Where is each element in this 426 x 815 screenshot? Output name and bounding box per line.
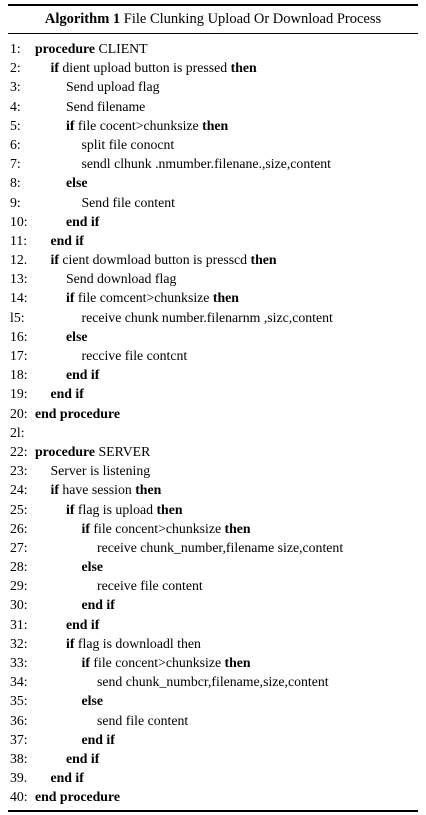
line-code [66, 615, 99, 634]
statement-text: receive chunk number.filenarnm ,sizc,content [81, 309, 333, 325]
statement-text: split file conocnt [81, 136, 175, 152]
line-number: 8: [10, 175, 21, 191]
keyword: else [81, 693, 103, 709]
algorithm-line [8, 288, 418, 307]
algorithm-line [8, 711, 418, 730]
line-number: 40: [10, 789, 28, 805]
statement-text: dient upload button is pressed [58, 60, 231, 76]
algorithm-line [8, 423, 418, 442]
algorithm-line [8, 672, 418, 691]
line-number: 27: [10, 539, 28, 555]
line-number: 11: [10, 232, 28, 248]
keyword: then [224, 520, 251, 536]
algorithm-line [8, 193, 418, 212]
line-number: 26: [10, 520, 28, 536]
line-number: 32: [10, 635, 28, 651]
line-code [51, 58, 257, 77]
line-number: 34: [10, 674, 28, 690]
statement-text: SERVER [95, 443, 151, 459]
line-code [82, 595, 115, 614]
algorithm-line [8, 615, 418, 634]
line-code [82, 154, 331, 173]
line-number: 6: [10, 136, 21, 152]
line-code [97, 538, 343, 557]
algorithm-line [8, 768, 418, 787]
algorithm-line [8, 576, 418, 595]
line-code [66, 212, 99, 231]
algorithm-line [8, 634, 418, 653]
statement-text: file concent>chunksize [89, 520, 225, 536]
statement-text: CLIENT [95, 41, 148, 56]
algorithm-title: File Clunking Upload Or Download Process [123, 11, 382, 27]
keyword: if [50, 60, 59, 76]
line-number: 3: [10, 79, 21, 95]
line-number: 31: [10, 616, 28, 632]
algorithm-line [8, 39, 418, 58]
statement-text: cient dowmload button is presscd [58, 252, 251, 268]
line-number: 14: [10, 290, 28, 306]
keyword: then [135, 482, 162, 498]
line-number: 28: [10, 559, 28, 575]
algorithm-line [8, 231, 418, 250]
line-number: 2l: [10, 424, 25, 440]
keyword: procedure [35, 443, 96, 459]
top-rule [8, 4, 418, 6]
line-number: 18: [10, 367, 28, 383]
keyword: then [230, 60, 257, 76]
keyword: end if [81, 731, 115, 747]
algorithm-line [8, 461, 418, 480]
algorithm-line [8, 404, 418, 423]
line-code [66, 634, 201, 653]
algorithm-line [8, 500, 418, 519]
statement-text: send file content [97, 712, 189, 728]
line-number: 10: [10, 213, 28, 229]
line-code [97, 711, 188, 730]
algorithm-line [8, 154, 418, 173]
statement-text: sendl clhunk .nmumber.filenane.,size,content [81, 156, 331, 172]
algorithm-label: Algorithm 1 [44, 11, 121, 27]
keyword: else [66, 175, 88, 191]
algorithm-line [8, 97, 418, 116]
line-number: 30: [10, 597, 28, 613]
algorithm-line [8, 730, 418, 749]
algorithm-line [8, 212, 418, 231]
keyword: end if [66, 213, 100, 229]
line-number: 24: [10, 482, 28, 498]
line-number: 2: [10, 60, 21, 76]
keyword: if [66, 501, 75, 517]
line-number: 16: [10, 328, 28, 344]
line-number: 37: [10, 731, 28, 747]
line-code [66, 173, 87, 192]
keyword: end procedure [35, 789, 120, 805]
keyword: else [66, 328, 88, 344]
line-code [82, 193, 176, 212]
keyword: end if [66, 367, 100, 383]
line-number: 22: [10, 443, 28, 459]
statement-text: file concent>chunksize [89, 655, 225, 670]
line-code [66, 365, 99, 384]
line-code [82, 519, 251, 538]
keyword: if [66, 635, 75, 651]
line-code [82, 557, 103, 576]
line-code [82, 346, 188, 365]
algorithm-line [8, 250, 418, 269]
algorithm-line [8, 691, 418, 710]
algorithm-line [8, 327, 418, 346]
statement-text: Send upload flag [66, 79, 160, 95]
line-code [35, 787, 120, 806]
algorithm-lines [8, 39, 418, 807]
keyword: then [202, 117, 229, 133]
line-number: 23: [10, 463, 28, 479]
keyword: procedure [35, 41, 96, 56]
algorithm-line [8, 173, 418, 192]
line-code [82, 730, 115, 749]
line-code [51, 768, 84, 787]
line-code [66, 327, 87, 346]
line-code [51, 250, 277, 269]
line-number: 36: [10, 712, 28, 728]
keyword: end if [50, 386, 84, 402]
line-code [51, 231, 84, 250]
statement-text: receive file content [97, 578, 203, 594]
line-code [66, 288, 239, 307]
algorithm-line [8, 519, 418, 538]
statement-text: Server is listening [50, 463, 151, 479]
line-number: 12. [10, 252, 28, 268]
keyword: then [250, 252, 277, 268]
line-code [82, 653, 251, 672]
keyword: then [212, 290, 239, 306]
line-number: 38: [10, 750, 28, 766]
line-code [66, 97, 145, 116]
keyword: end if [81, 597, 115, 613]
keyword: if [81, 520, 90, 536]
statement-text: Send file content [81, 194, 175, 210]
line-number: 39. [10, 770, 28, 786]
keyword: end procedure [35, 405, 120, 421]
algorithm-line [8, 749, 418, 768]
bottom-rule [8, 810, 418, 812]
statement-text: have session [58, 482, 136, 498]
line-code [35, 39, 148, 58]
line-code [66, 116, 228, 135]
line-number: l5: [10, 309, 25, 325]
keyword: then [224, 655, 251, 670]
line-number: 33: [10, 655, 28, 670]
statement-text: file cocent>chunksize [74, 117, 203, 133]
algorithm-line [8, 787, 418, 806]
line-code [66, 749, 99, 768]
statement-text: file comcent>chunksize [74, 290, 213, 306]
line-number: 19: [10, 386, 28, 402]
algorithm-line [8, 269, 418, 288]
line-code [66, 269, 176, 288]
algorithm-line [8, 480, 418, 499]
algorithm-line [8, 308, 418, 327]
line-number: 4: [10, 98, 21, 114]
algorithm-line [8, 135, 418, 154]
algorithm-line [8, 116, 418, 135]
statement-text: Send filename [66, 98, 146, 114]
caption-rule [8, 33, 418, 34]
line-code [51, 480, 162, 499]
algorithm-line [8, 557, 418, 576]
line-code [82, 691, 103, 710]
keyword: end if [50, 232, 84, 248]
line-number: 25: [10, 501, 28, 517]
line-code [82, 135, 175, 154]
line-code [82, 308, 333, 327]
keyword: else [81, 559, 103, 575]
keyword: end if [66, 616, 100, 632]
keyword: end if [66, 750, 100, 766]
line-code [51, 384, 84, 403]
line-code [66, 500, 183, 519]
algorithm-line [8, 346, 418, 365]
statement-text: reccive file contcnt [81, 348, 188, 363]
line-number: 20: [10, 405, 28, 421]
line-number: 13: [10, 271, 28, 287]
line-code [97, 576, 203, 595]
algorithm-line [8, 384, 418, 403]
algorithm-line [8, 365, 418, 384]
algorithm-line [8, 442, 418, 461]
line-code [66, 77, 160, 96]
line-code [51, 461, 151, 480]
statement-text: Send download flag [66, 271, 177, 287]
line-number: 1: [10, 41, 21, 56]
keyword: if [50, 482, 59, 498]
keyword: if [66, 290, 75, 306]
line-code [35, 442, 150, 461]
algorithm-line [8, 653, 418, 672]
line-code [97, 672, 329, 691]
algorithm-line [8, 58, 418, 77]
keyword: if [81, 655, 90, 670]
statement-text: flag is upload [74, 501, 157, 517]
line-number: 35: [10, 693, 28, 709]
keyword: if [66, 117, 75, 133]
line-code [35, 404, 120, 423]
keyword: if [50, 252, 59, 268]
keyword: end if [50, 770, 84, 786]
statement-text: send chunk_numbcr,filename,size,content [97, 674, 329, 690]
statement-text: flag is downloadl then [74, 635, 201, 651]
algorithm-line [8, 595, 418, 614]
line-number: 29: [10, 578, 28, 594]
line-number: 5: [10, 117, 21, 133]
line-number: 17: [10, 348, 28, 363]
algorithm-line [8, 538, 418, 557]
keyword: then [156, 501, 183, 517]
algorithm-line [8, 77, 418, 96]
algorithm-caption [8, 9, 418, 29]
statement-text: receive chunk_number,filename size,content [97, 539, 344, 555]
line-number: 9: [10, 194, 21, 210]
line-number: 7: [10, 156, 21, 172]
